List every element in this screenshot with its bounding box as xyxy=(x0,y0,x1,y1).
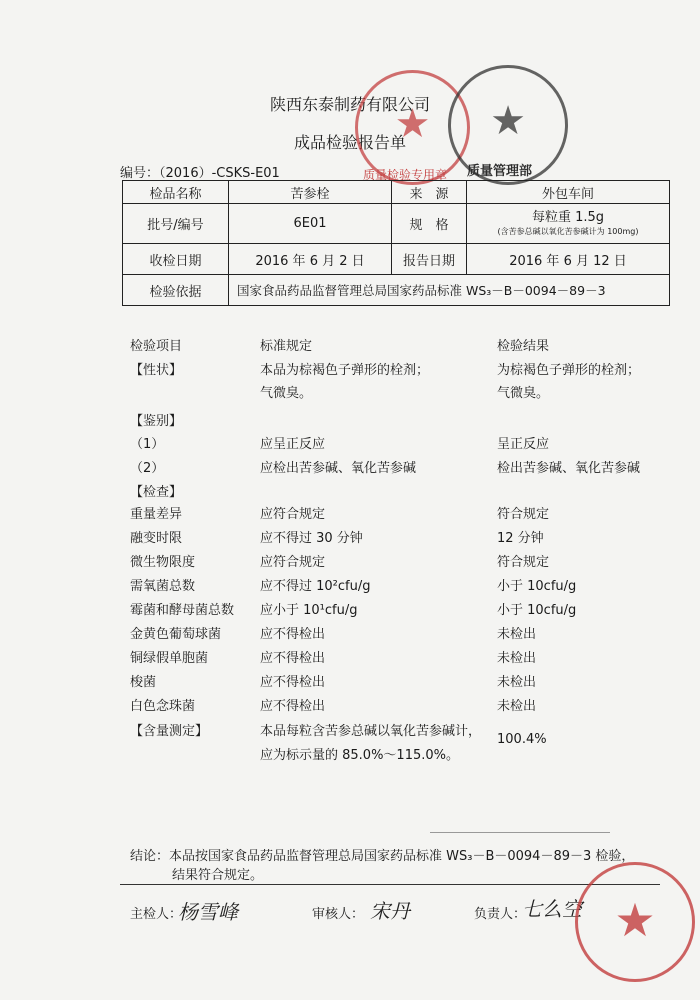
check-item: 融变时限 xyxy=(130,531,183,546)
check-row xyxy=(0,647,700,669)
product-info-table xyxy=(122,180,670,306)
check-standard: 应符合规定 xyxy=(260,507,326,522)
star-icon: ★ xyxy=(394,101,431,147)
responsible-signature: 七么空 xyxy=(522,897,582,921)
star-icon: ★ xyxy=(614,893,656,947)
ident1-item: （1） xyxy=(130,437,165,452)
product-name-value: 苦参栓 xyxy=(229,181,392,204)
check-standard: 应不得检出 xyxy=(260,627,326,642)
check-result: 小于 10cfu/g xyxy=(497,579,577,594)
check-result: 未检出 xyxy=(497,627,537,642)
quality-management-bar: 质量管理部 xyxy=(467,164,533,179)
identification-row xyxy=(0,410,700,432)
table-row xyxy=(123,181,670,204)
reviewer-signature: 宋丹 xyxy=(370,899,410,923)
character-row-2 xyxy=(0,382,700,404)
basis-value: 国家食品药品监督管理总局国家药品标准 WS₃－B－0094－89－3 xyxy=(229,275,670,306)
conclusion-line-2: 结果符合规定。 xyxy=(172,868,264,883)
check-row xyxy=(0,551,700,573)
check-item: 白色念珠菌 xyxy=(130,699,196,714)
assay-standard-2: 应为标示量的 85.0%～115.0%。 xyxy=(260,748,459,763)
check-label: 【检查】 xyxy=(130,485,183,500)
col-result-header: 检验结果 xyxy=(497,339,550,354)
check-standard: 应小于 10¹cfu/g xyxy=(260,603,358,618)
check-result: 未检出 xyxy=(497,699,537,714)
character-standard: 本品为棕褐色子弹形的栓剂； xyxy=(260,363,430,378)
responsible-label: 负责人： xyxy=(474,907,527,922)
check-result: 小于 10cfu/g xyxy=(497,603,577,618)
spec-note: (含苦参总碱以氧化苦参碱计为 100mg) xyxy=(497,226,639,236)
batch-value: 6E01 xyxy=(229,204,392,244)
product-name-label: 检品名称 xyxy=(123,181,229,204)
check-item: 微生物限度 xyxy=(130,555,196,570)
check-result: 未检出 xyxy=(497,675,537,690)
character-label: 【性状】 xyxy=(130,363,183,378)
check-standard: 应不得检出 xyxy=(260,675,326,690)
check-result: 12 分钟 xyxy=(497,531,544,546)
character-row xyxy=(0,359,700,381)
table-row xyxy=(123,275,670,306)
col-item-header: 检验项目 xyxy=(130,339,183,354)
check-result: 符合规定 xyxy=(497,555,550,570)
identification-label: 【鉴别】 xyxy=(130,414,183,429)
divider xyxy=(430,832,610,833)
check-standard: 应符合规定 xyxy=(260,555,326,570)
ident1-standard: 应呈正反应 xyxy=(260,437,326,452)
table-row xyxy=(123,204,670,244)
check-item: 铜绿假单胞菌 xyxy=(130,651,209,666)
batch-label: 批号/编号 xyxy=(123,204,229,244)
check-row xyxy=(0,575,700,597)
col-standard-header: 标准规定 xyxy=(260,339,313,354)
source-value: 外包车间 xyxy=(467,181,670,204)
identification-row-2 xyxy=(0,457,700,479)
character-result: 为棕褐色子弹形的栓剂； xyxy=(497,363,641,378)
ident2-result: 检出苦参碱、氧化苦参碱 xyxy=(497,461,641,476)
check-standard: 应不得检出 xyxy=(260,651,326,666)
identification-row-1 xyxy=(0,433,700,455)
check-result: 未检出 xyxy=(497,651,537,666)
check-item: 梭菌 xyxy=(130,675,157,690)
check-item: 霉菌和酵母菌总数 xyxy=(130,603,235,618)
check-standard: 应不得检出 xyxy=(260,699,326,714)
assay-standard: 本品每粒含苦参总碱以氧化苦参碱计， xyxy=(260,724,482,739)
assay-label: 【含量测定】 xyxy=(130,724,209,739)
assay-result: 100.4% xyxy=(497,732,547,747)
check-row xyxy=(0,695,700,717)
ident2-standard: 应检出苦参碱、氧化苦参碱 xyxy=(260,461,417,476)
check-row xyxy=(0,527,700,549)
report-date-value: 2016 年 6 月 12 日 xyxy=(467,244,670,275)
check-row xyxy=(0,599,700,621)
check-row xyxy=(0,623,700,645)
inspector-signature: 杨雪峰 xyxy=(178,900,238,924)
check-row xyxy=(0,503,700,525)
spec-value xyxy=(467,204,670,244)
report-title: 成品检验报告单 xyxy=(293,133,406,152)
check-label-row xyxy=(0,481,700,503)
check-row xyxy=(0,671,700,693)
check-item: 需氧菌总数 xyxy=(130,579,196,594)
character-result-2: 气微臭。 xyxy=(497,386,550,401)
company-seal-stamp xyxy=(575,862,695,982)
company-name: 陕西东泰制药有限公司 xyxy=(269,95,430,114)
received-date-label: 收检日期 xyxy=(123,244,229,275)
source-label: 来 源 xyxy=(392,181,467,204)
reviewer-label: 审核人： xyxy=(312,907,365,922)
results-header-row xyxy=(0,335,700,357)
assay-row-2 xyxy=(0,744,700,766)
conclusion-line-1: 结论：本品按国家食品药品监督管理总局国家药品标准 WS₃－B－0094－89－3 检验， xyxy=(130,849,635,864)
received-date-value: 2016 年 6 月 2 日 xyxy=(229,244,392,275)
character-standard-2: 气微臭。 xyxy=(260,386,313,401)
table-row xyxy=(123,244,670,275)
spec-main: 每粒重 1.5g xyxy=(531,209,605,225)
qc-seal-bar: 质量检验专用章 xyxy=(363,168,448,182)
inspector-label: 主检人： xyxy=(130,907,183,922)
spec-label: 规 格 xyxy=(392,204,467,244)
document-number: 编号：（2016）-CSKS-E01 xyxy=(120,166,280,181)
report-date-label: 报告日期 xyxy=(392,244,467,275)
check-item: 重量差异 xyxy=(130,507,183,522)
check-standard: 应不得过 30 分钟 xyxy=(260,531,363,546)
ident2-item: （2） xyxy=(130,461,165,476)
check-result: 符合规定 xyxy=(497,507,550,522)
ident1-result: 呈正反应 xyxy=(497,437,550,452)
divider xyxy=(120,884,660,885)
check-standard: 应不得过 10²cfu/g xyxy=(260,579,371,594)
basis-label: 检验依据 xyxy=(123,275,229,306)
star-icon: ★ xyxy=(490,98,526,144)
check-item: 金黄色葡萄球菌 xyxy=(130,627,222,642)
